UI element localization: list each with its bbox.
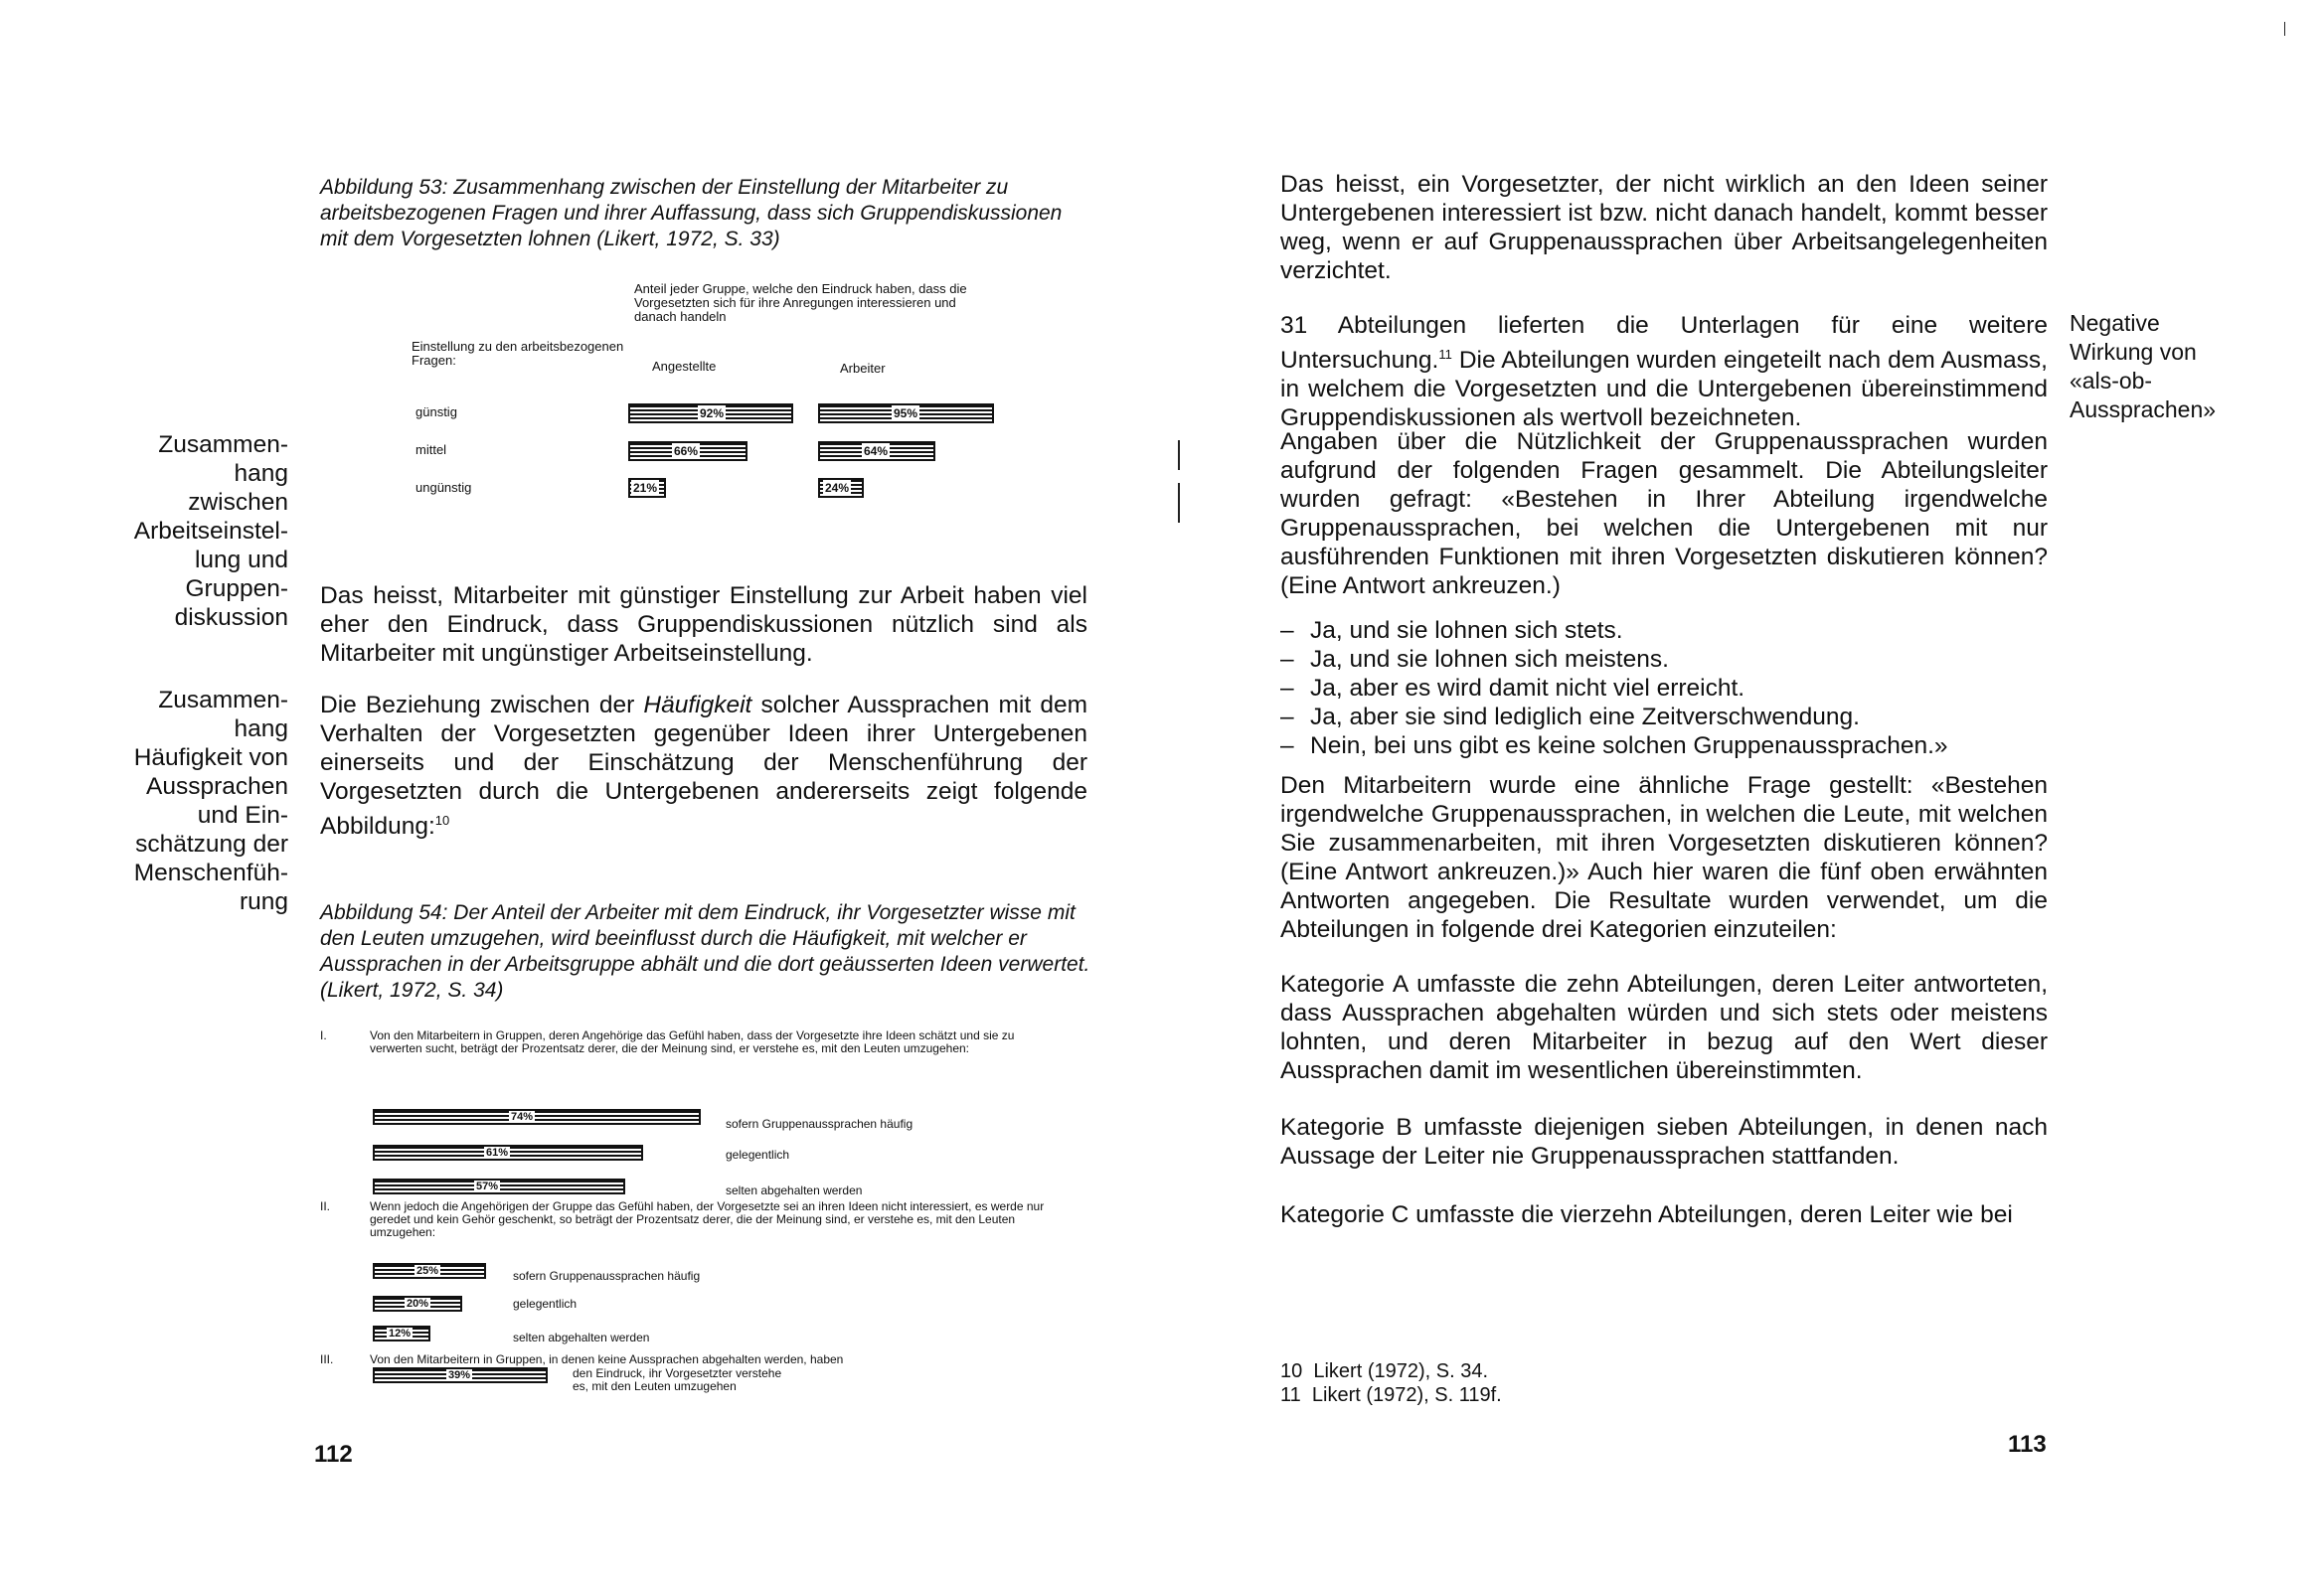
bar-value-label: 74% <box>511 1111 534 1123</box>
bar-value-label: 92% <box>700 406 725 420</box>
figure-53-caption: Abbildung 53: Zusammenhang zwischen der Einstellung der Mitarbeiter zu arbeitsbezogenen Fragen und ihrer Auffassung, dass sich Gruppendiskussionen mit dem Vorgesetzten lohnen (Likert, 1972, S. 33) <box>320 176 1063 250</box>
figure-54-bar-label: selten abgehalten werden <box>726 1183 863 1197</box>
edge-mark <box>2284 22 2285 36</box>
figure-53-bar <box>818 403 994 423</box>
bar-value-label: 66% <box>674 444 699 458</box>
page-number-left: 112 <box>314 1441 353 1468</box>
gutter-mark <box>1178 440 1180 470</box>
figure-54-caption: Abbildung 54: Der Anteil der Arbeiter mit dem Eindruck, ihr Vorgesetzter wisse mit den Leuten umzugehen, wird beeinflusst durch die Häufigkeit, mit welcher er Aussprachen in der Arbeitsgruppe abhält und die dort geäusserten Ideen verwertet. (Likert, 1972, S. 34) <box>320 901 1090 1002</box>
page-number-right: 113 <box>2008 1431 2047 1458</box>
bar-value-label: 25% <box>416 1265 439 1277</box>
gutter-mark <box>1178 483 1180 523</box>
figure-53-bar <box>628 441 747 461</box>
figure-54-bar-label: gelegentlich <box>513 1297 578 1311</box>
figure-54-bar <box>373 1367 548 1383</box>
figure-53-row-label: ungünstig <box>415 480 472 495</box>
figure-53-bar <box>818 478 864 498</box>
figure-54-bar-label: selten abgehalten werden <box>513 1331 650 1344</box>
bar-value-label: 24% <box>825 481 850 495</box>
bar-value-label: 39% <box>448 1369 471 1381</box>
figure-53-row-label: mittel <box>415 442 447 457</box>
figure-53-attitude-header: Einstellung zu den arbeitsbezogenen Fragen: <box>412 339 624 368</box>
bar-value-label: 64% <box>864 444 889 458</box>
right-paragraph-7: Kategorie C umfasste die vierzehn Abteilungen, deren Leiter wie bei <box>1280 1201 2013 1228</box>
figure-54-bar <box>373 1109 701 1125</box>
figure-53-bar <box>818 441 935 461</box>
left-paragraph-1: Das heisst, Mitarbeiter mit günstiger Einstellung zur Arbeit haben viel eher den Eindruck, dass Gruppendiskussionen nützlich sind als Mitarbeiter mit ungünstiger Arbeitseinstellung. <box>320 582 1087 667</box>
footnote-ref-10: 10 <box>434 813 450 828</box>
figure-54-section-number: III. <box>320 1352 334 1366</box>
figure-53-col-angestellte: Angestellte <box>652 359 717 374</box>
list-item: – Ja, aber sie sind lediglich eine Zeitverschwendung. <box>1280 703 2048 731</box>
figure-54-bar-label: sofern Gruppenaussprachen häufig <box>726 1117 913 1131</box>
figure-54-section-text: Von den Mitarbeitern in Gruppen, deren Angehörige das Gefühl haben, dass der Vorgesetzte ihre Ideen schätzt und sie zu verwerten sucht, beträgt der Prozentsatz derer, die der Meinung sind, er verstehe es, mit den Leuten umzugehen: <box>370 1028 1015 1055</box>
figure-53-bar <box>628 478 666 498</box>
list-item: – Nein, bei uns gibt es keine solchen Gruppenaussprachen.» <box>1280 731 2048 760</box>
right-paragraph-3: Angaben über die Nützlichkeit der Gruppenaussprachen wurden aufgrund der folgenden Fragen gesammelt. Die Abteilungsleiter wurden gefragt: «Bestehen in Ihrer Abteilung irgendwelche Gruppenaussprachen, bei welchen die Untergebenen mit nur ausführenden Funktionen mit ihren Vorgesetzten diskutieren können? (Eine Antwort ankreuzen.) <box>1280 428 2048 599</box>
list-item: – Ja, aber es wird damit nicht viel erreicht. <box>1280 674 2048 703</box>
figure-54-section-number: II. <box>320 1199 331 1213</box>
right-paragraph-4: Den Mitarbeitern wurde eine ähnliche Frage gestellt: «Bestehen irgendwelche Gruppenaussprachen, in welchen die Leute, mit welchen Sie zusammenarbeiten, mit ihren Vorgesetzten diskutieren können? (Eine Antwort ankreuzen.)» Auch hier waren die fünf oben erwähnten Antworten angegeben. Die Resultate wurden verwendet, um die Abteilungen in folgende drei Kategorien einzuteilen: <box>1280 772 2048 943</box>
bar-value-label: 20% <box>407 1298 429 1310</box>
figure-53-bar <box>628 403 793 423</box>
right-paragraph-6: Kategorie B umfasste diejenigen sieben Abteilungen, in denen nach Aussage der Leiter nie Gruppenaussprachen stattfanden. <box>1280 1114 2048 1170</box>
right-paragraph-5: Kategorie A umfasste die zehn Abteilungen, deren Leiter antworteten, dass Aussprachen abgehalten würden und sich stets oder meistens lohnten, und deren Mitarbeiter in bezug auf den Wert dieser Aussprachen damit im wesentlichen übereinstimmten. <box>1280 971 2048 1084</box>
bar-value-label: 12% <box>389 1328 412 1340</box>
figure-54-bar-label: sofern Gruppenaussprachen häufig <box>513 1269 701 1283</box>
answer-options-list <box>1280 616 2048 760</box>
list-item: – Ja, und sie lohnen sich stets. <box>1280 616 2048 645</box>
figure-54-section-text: Wenn jedoch die Angehörigen der Gruppe das Gefühl haben, der Vorgesetzte sei an ihren Ideen nicht interessiert, es werde nur geredet und kein Gehör geschenkt, so beträgt der Prozentsatz derer, die der Meinung sind, er verstehe es, mit den Leuten umzugehen: <box>370 1199 1045 1239</box>
footnote-11: 11 Likert (1972), S. 119f. <box>1280 1384 1502 1406</box>
margin-note-zusammenhang-haeufigkeit: Zusammen- hang Häufigkeit von Aussprachen und Ein- schätzung der Menschenfüh- rung <box>133 687 288 915</box>
figure-54-bar <box>373 1145 643 1161</box>
figure-54-bar <box>373 1296 462 1312</box>
figure-54-bar-label: den Eindruck, ihr Vorgesetzter verstehe es, mit den Leuten umzugehen <box>573 1366 782 1393</box>
bar-value-label: 95% <box>894 406 918 420</box>
figure-54-section-text: Von den Mitarbeitern in Gruppen, in denen keine Aussprachen abgehalten werden, haben <box>370 1352 844 1366</box>
figure-53-col-arbeiter: Arbeiter <box>840 361 886 376</box>
bar-value-label: 57% <box>476 1181 499 1192</box>
emphasis-haeufigkeit: Häufigkeit <box>643 692 752 718</box>
figure-54-bar <box>373 1179 625 1194</box>
figure-53-share-header: Anteil jeder Gruppe, welche den Eindruck haben, dass die Vorgesetzten sich für ihre Anregungen interessieren und danach handeln <box>634 281 967 324</box>
margin-note-zusammenhang-einstellung: Zusammen- hang zwischen Arbeitseinstel- lung und Gruppen- diskussion <box>133 431 288 631</box>
left-paragraph-2: Die Beziehung zwischen der Häufigkeit solcher Aussprachen mit dem Verhalten der Vorgesetzten gegenüber Ideen ihrer Untergebenen einerseits und der Einschätzung der Menschenführung der Vorgesetzten durch die Untergebenen andererseits zeigt folgende Abbildung:$^{10}$ <box>320 692 1087 841</box>
bar-value-label: 61% <box>486 1147 509 1159</box>
list-item: – Ja, und sie lohnen sich meistens. <box>1280 645 2048 674</box>
bar-value-label: 21% <box>633 481 658 495</box>
figure-53-row-label: günstig <box>415 404 457 419</box>
margin-note-negative-wirkung: Negative Wirkung von «als-ob- Aussprachen» <box>2070 310 2217 422</box>
right-paragraph-1: Das heisst, ein Vorgesetzter, der nicht wirklich an den Ideen seiner Untergebenen interessiert ist bzw. nicht danach handelt, kommt besser weg, wenn er auf Gruppenaussprachen über Arbeitsangelegenheiten verzichtet. <box>1280 171 2048 284</box>
figure-54-bar <box>373 1326 430 1341</box>
footnote-ref-11: 11 <box>1438 347 1452 362</box>
footnote-10: 10 Likert (1972), S. 34. <box>1280 1360 1489 1382</box>
figure-54-section-number: I. <box>320 1028 327 1042</box>
figure-54-bar-label: gelegentlich <box>726 1148 790 1162</box>
right-paragraph-2: 31 Abteilungen lieferten die Unterlagen für eine weitere Untersuchung.$^{11}$ Die Abteilungen wurden eingeteilt nach dem Ausmass, in welchem die Vorgesetzten und die Untergebenen übereinstimmend Gruppendiskussionen als wertvoll bezeichneten. <box>1280 312 2048 432</box>
figure-54-bar <box>373 1263 486 1279</box>
